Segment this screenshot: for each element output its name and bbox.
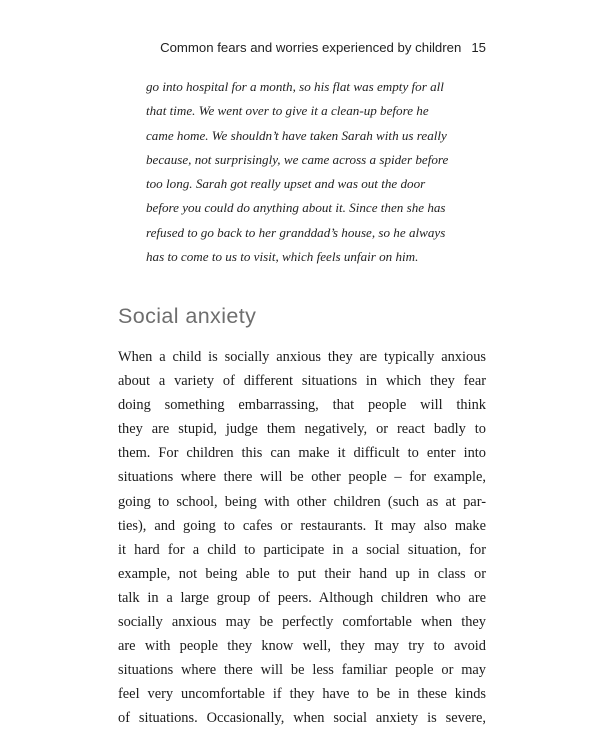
body-paragraph	[118, 345, 486, 731]
quote-line: came home. We shouldn’t have taken Sarah with us really	[146, 127, 447, 143]
paragraph-line: are with people they know well, they may try to avoid	[118, 638, 486, 655]
section-heading: Social anxiety	[118, 304, 257, 328]
quote-line: refused to go back to her granddad’s house, so he always	[146, 224, 446, 240]
paragraph-line: ties), and going to cafes or restaurants. It may also make	[118, 517, 486, 534]
quote-line: too long. Sarah got really upset and was out the door	[146, 176, 426, 192]
running-title: Common fears and worries experienced by children	[160, 40, 462, 55]
quote-line: has to come to us to visit, which feels unfair on him.	[146, 249, 419, 265]
quote-line: that time. We went over to give it a clean-up before he	[146, 103, 429, 119]
case-example-quote	[146, 75, 486, 269]
quote-line: before you could do anything about it. Since then she has	[146, 200, 446, 216]
paragraph-line: talk in a large group of peers. Although children who are	[118, 589, 486, 606]
running-header	[118, 40, 486, 55]
paragraph-line: doing something embarrassing, that people will think	[118, 397, 486, 414]
paragraph-line: it hard for a child to participate in a social situation, for	[118, 541, 486, 558]
page-number: 15	[471, 40, 486, 55]
paragraph-line: socially anxious may be perfectly comfortable when they	[118, 614, 486, 631]
paragraph-line: them. For children this can make it difficult to enter into	[118, 445, 486, 462]
paragraph-line: they are stupid, judge them negatively, or react badly to	[118, 421, 486, 438]
paragraph-line: going to school, being with other children (such as at par-	[118, 493, 486, 510]
paragraph-line: about a variety of different situations in which they fear	[118, 373, 486, 390]
paragraph-line: example, not being able to put their hand up in class or	[118, 565, 486, 582]
quote-line: because, not surprisingly, we came across a spider before	[146, 151, 449, 167]
paragraph-line: When a child is socially anxious they are typically anxious	[118, 349, 486, 365]
quote-line: go into hospital for a month, so his flat was empty for all	[146, 79, 444, 94]
paragraph-line: situations where there will be other people – for example,	[118, 469, 486, 486]
paragraph-line: situations where there will be less familiar people or may	[118, 662, 486, 679]
paragraph-line: of situations. Occasionally, when social anxiety is severe,	[118, 710, 486, 727]
paragraph-line: feel very uncomfortable if they have to be in these kinds	[118, 686, 486, 703]
